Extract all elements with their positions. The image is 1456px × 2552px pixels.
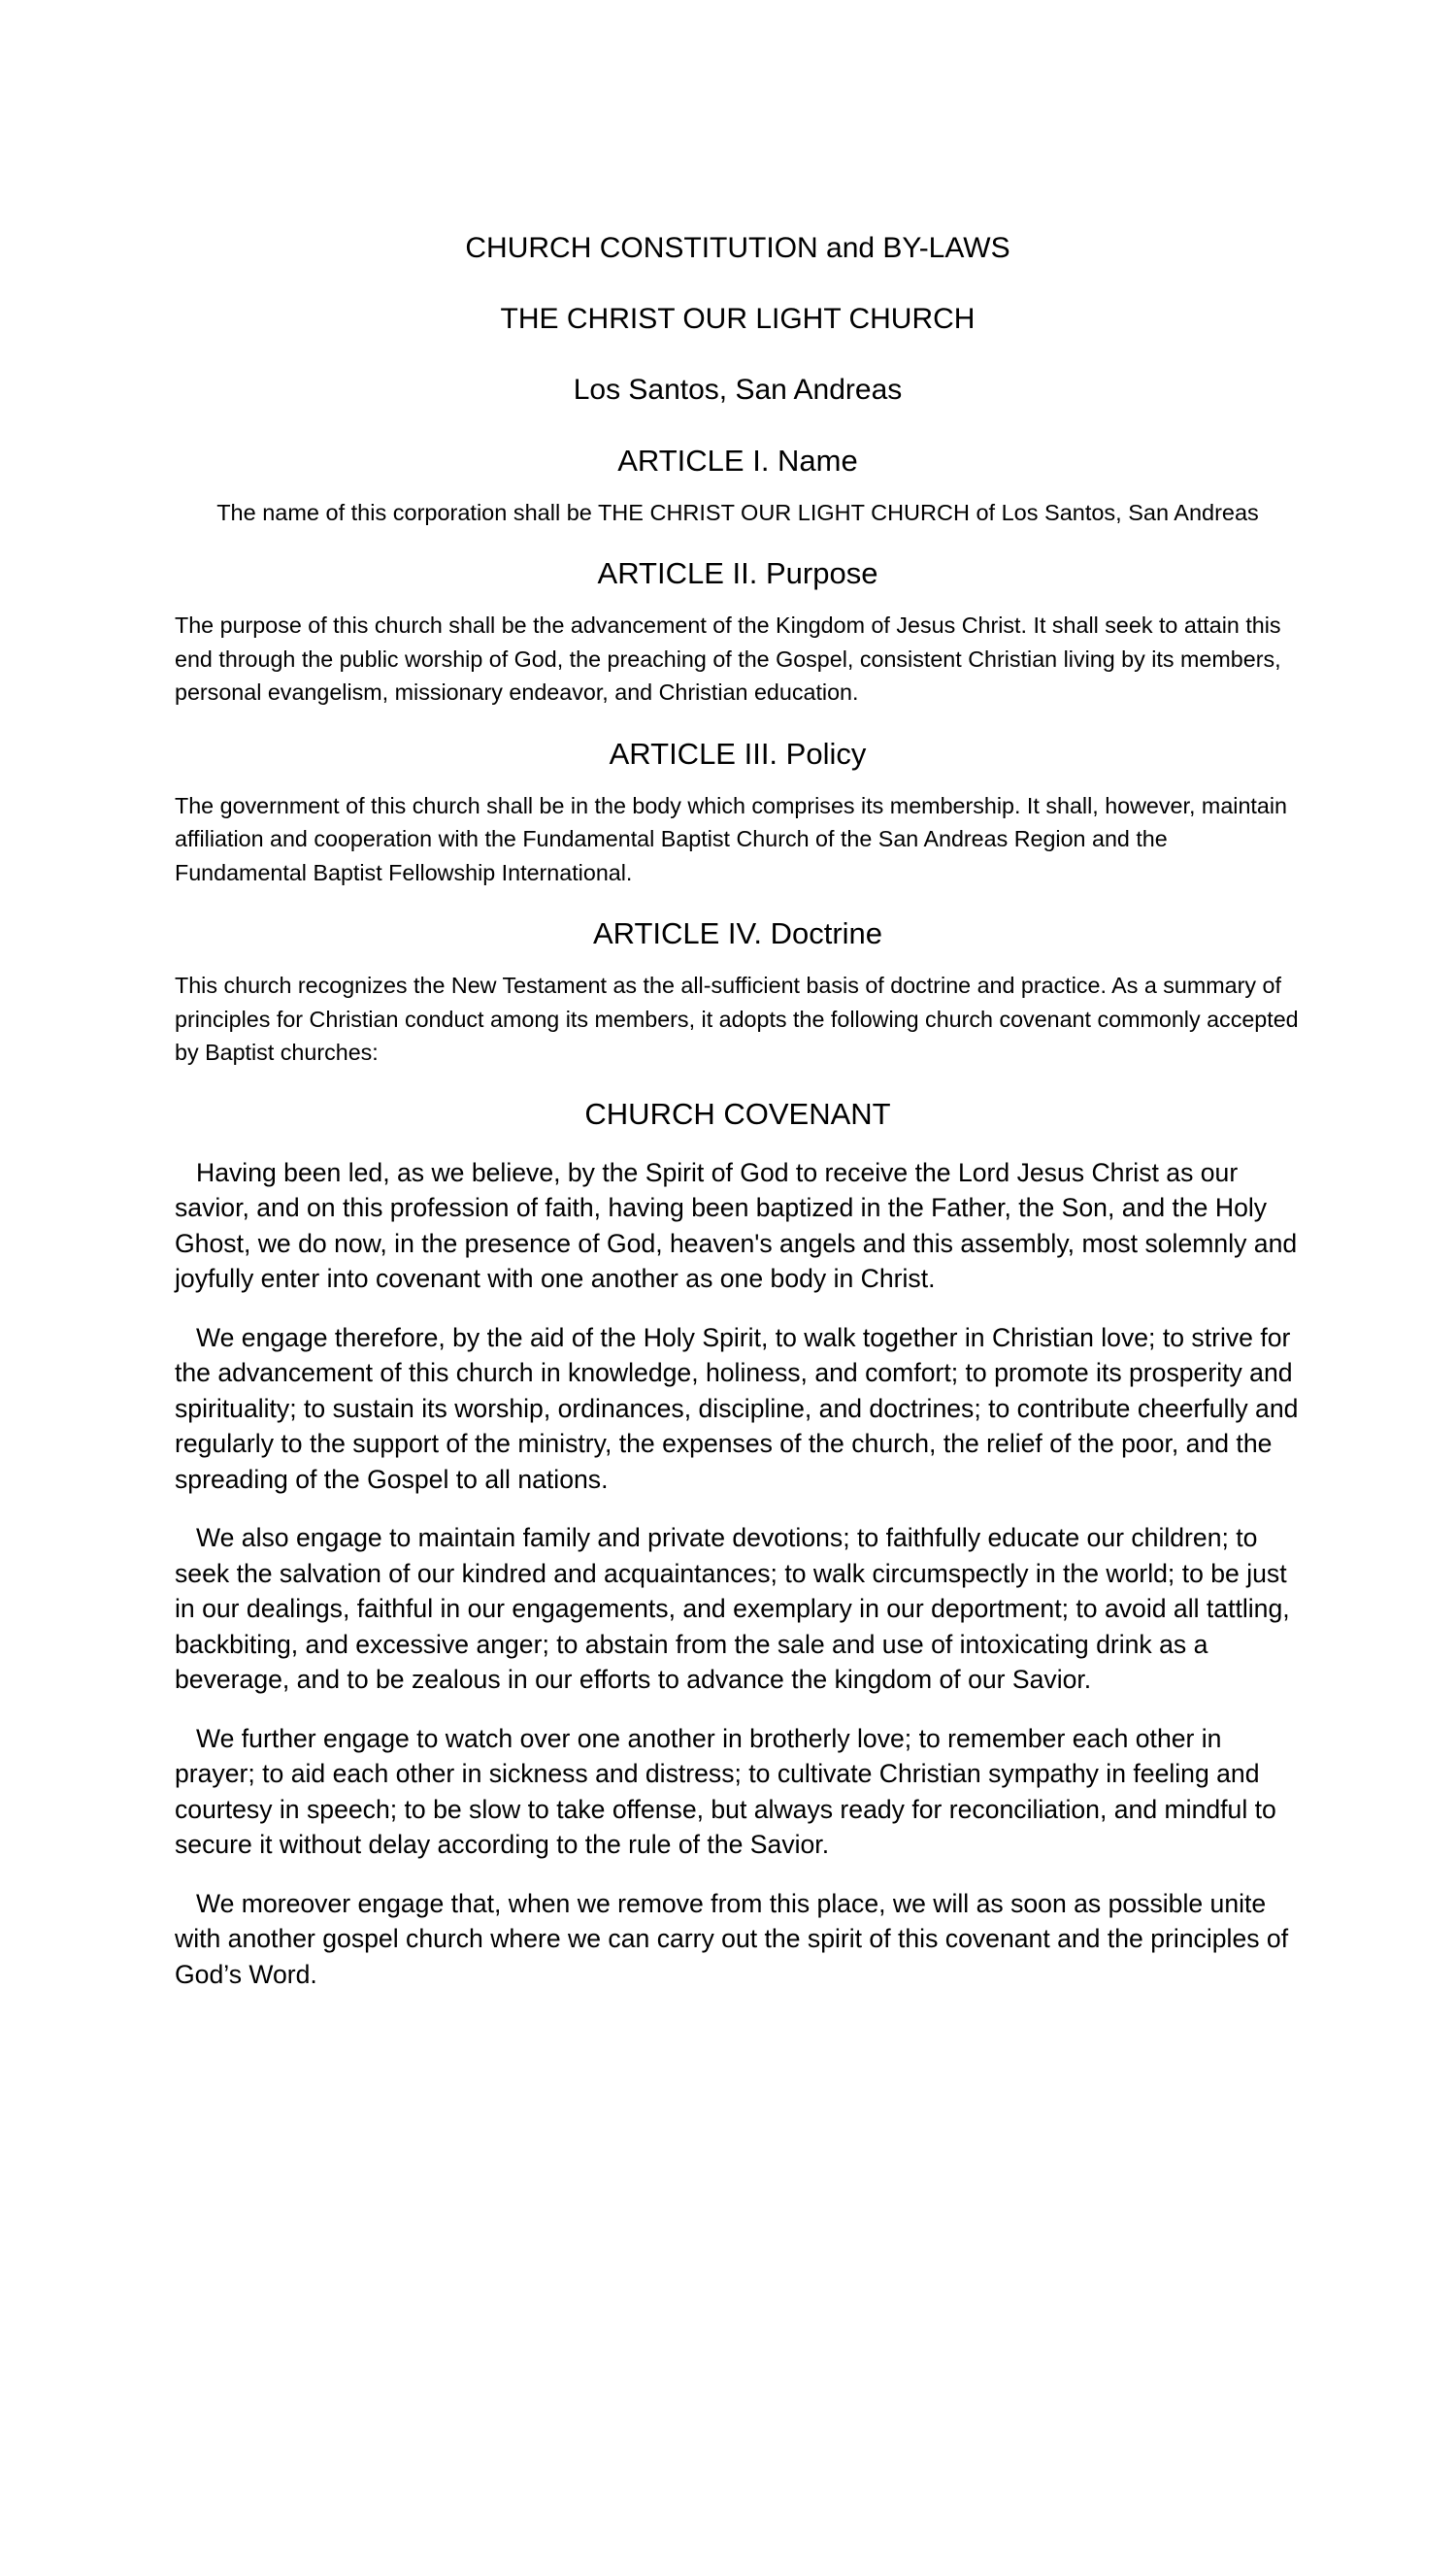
article-3-heading: ARTICLE III. Policy — [609, 736, 867, 771]
covenant-paragraph: We moreover engage that, when we remove from this place, we will as soon as possible unite with another gospel church where we can carry out the spirit of this covenant and the principles of God’s Word. — [175, 1888, 1289, 1989]
covenant-heading: CHURCH COVENANT — [584, 1096, 891, 1131]
covenant-paragraph: We engage therefore, by the aid of the Holy Spirit, to walk together in Christian love; to strive for the advancement of this church in knowledge, holiness, and comfort; to promote its prosperity and spirituality; to sustain its worship, ordinances, discipline, and doctrines; to contribute cheerfully and regularly to the support of the ministry, the expenses of the church, the relief of the poor, and the spreading of the Gospel to all nations. — [175, 1322, 1299, 1494]
document-title: CHURCH CONSTITUTION and BY-LAWS — [465, 232, 1010, 264]
document-page — [175, 229, 1301, 2015]
article-3-text: The government of this church shall be in the body which comprises its membership. It shall, however, maintain affiliation and cooperation with the Fundamental Baptist Church of the San Andreas Region and the Fundamental Baptist Fellowship International. — [175, 792, 1287, 885]
covenant-paragraph: Having been led, as we believe, by the Spirit of God to receive the Lord Jesus Christ as our savior, and on this profession of faith, having been baptized in the Father, the Son, and the Holy Ghost, we do now, in the presence of God, heaven's angels and this assembly, most solemnly and joyfully enter into covenant with one another as one body in Christ. — [175, 1157, 1298, 1293]
covenant-paragraph: We also engage to maintain family and private devotions; to faithfully educate our children; to seek the salvation of our kindred and acquaintances; to walk circumspectly in the world; to be just in our dealings, faithful in our engagements, and exemplary in our deportment; to avoid all tattling, backbiting, and excessive anger; to abstain from the sale and use of intoxicating drink as a beverage, and to be zealous in our efforts to advance the kingdom of our Savior. — [175, 1523, 1290, 1694]
church-name: THE CHRIST OUR LIGHT CHURCH — [500, 303, 976, 335]
article-1-text: The name of this corporation shall be THE CHRIST OUR LIGHT CHURCH of Los Santos, San Andreas — [216, 500, 1259, 525]
article-2-text: The purpose of this church shall be the advancement of the Kingdom of Jesus Christ. It shall seek to attain this end through the public worship of God, the preaching of the Gospel, consistent Christian living by its members, personal evangelism, missionary endeavor, and Christian education. — [175, 613, 1281, 705]
church-location: Los Santos, San Andreas — [573, 374, 903, 406]
article-4-heading: ARTICLE IV. Doctrine — [592, 916, 883, 950]
article-2-heading: ARTICLE II. Purpose — [597, 556, 878, 590]
covenant-paragraph: We further engage to watch over one another in brotherly love; to remember each other in prayer; to aid each other in sickness and distress; to cultivate Christian sympathy in feeling and courtesy in speech; to be slow to take offense, but always ready for reconciliation, and mindful to secure it without delay according to the rule of the Savior. — [175, 1723, 1276, 1859]
article-4-text: This church recognizes the New Testament as the all-sufficient basis of doctrine and practice. As a summary of principles for Christian conduct among its members, it adopts the following church covenant commonly accepted by Baptist churches: — [175, 973, 1299, 1065]
article-1-heading: ARTICLE I. Name — [617, 444, 858, 478]
